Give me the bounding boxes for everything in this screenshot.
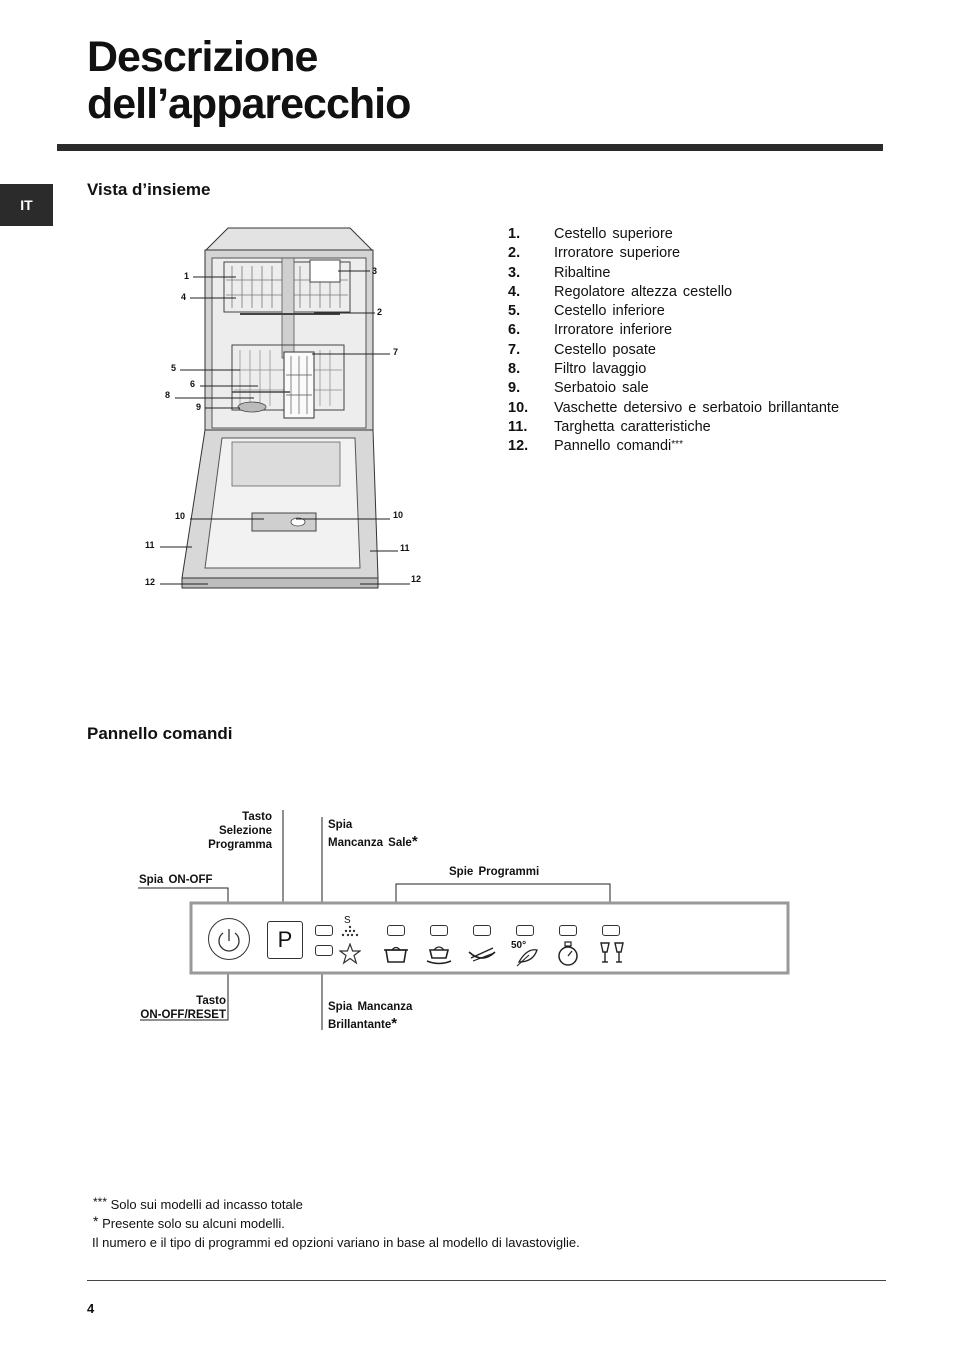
callout-8: 8 xyxy=(165,390,171,400)
timer-icon xyxy=(556,940,580,968)
eco-50-label: 50° xyxy=(511,940,527,951)
callout-9: 9 xyxy=(196,402,202,412)
page-title-line1: Descrizione xyxy=(87,33,318,81)
legend-item: 5. Cestello inferiore xyxy=(508,303,665,320)
rinse-aid-light-label: Spia Mancanza Brillantante* xyxy=(328,1001,413,1032)
callout-6: 6 xyxy=(190,379,196,389)
legend-item: 9. Serbatoio sale xyxy=(508,380,649,397)
callout-10-left: 10 xyxy=(175,511,186,521)
overview-heading: Vista d’insieme xyxy=(87,180,211,199)
legend-item: 11. Targhetta caratteristiche xyxy=(508,418,711,435)
on-off-light-label: Spia ON-OFF xyxy=(139,874,213,886)
callout-7: 7 xyxy=(393,347,399,357)
callout-1: 1 xyxy=(184,271,190,281)
title-rule xyxy=(57,144,883,151)
page-number: 4 xyxy=(87,1301,95,1316)
star-icon xyxy=(339,943,361,965)
footnote: * Presente solo su alcuni modelli. xyxy=(93,1213,285,1231)
legend-item: 4. Regolatore altezza cestello xyxy=(508,283,733,300)
legend-item: 1. Cestello superiore xyxy=(508,226,673,242)
program-button[interactable]: P xyxy=(267,921,303,959)
program-button-label: Tasto Selezione Programma xyxy=(208,811,272,851)
program-light xyxy=(516,925,534,936)
salt-light-label: Spia Mancanza Sale* xyxy=(328,819,418,850)
callout-4: 4 xyxy=(181,292,187,302)
program-light xyxy=(473,925,491,936)
callout-10-right: 10 xyxy=(393,510,404,520)
program-lights-label: Spie Programmi xyxy=(449,866,540,878)
control-panel-heading: Pannello comandi xyxy=(87,724,233,743)
footnotes xyxy=(93,1195,580,1252)
legend-item: 2. Irroratore superiore xyxy=(508,245,681,262)
program-light xyxy=(430,925,448,936)
legend-item: 12. Pannello comandi*** xyxy=(508,438,683,455)
pot-icon xyxy=(382,942,410,966)
salt-icon xyxy=(338,924,362,940)
callout-5: 5 xyxy=(171,363,177,373)
footnote: *** Solo sui modelli ad incasso totale xyxy=(93,1195,303,1212)
legend-item: 8. Filtro lavaggio xyxy=(508,361,647,378)
control-panel-diagram xyxy=(130,800,800,1030)
callout-12-left: 12 xyxy=(145,577,156,587)
rinse-aid-light xyxy=(315,945,333,956)
eco-50-icon xyxy=(513,946,539,968)
callout-11-left: 11 xyxy=(145,540,155,550)
program-light xyxy=(602,925,620,936)
parts-legend xyxy=(508,225,839,457)
program-light xyxy=(387,925,405,936)
salt-light xyxy=(315,925,333,936)
page-title-line2: dell’apparecchio xyxy=(87,80,411,128)
on-off-button-label: Tasto ON-OFF/RESET xyxy=(140,995,226,1021)
legend-item: 3. Ribaltine xyxy=(508,264,611,281)
callout-2: 2 xyxy=(377,307,383,317)
callout-11-right: 11 xyxy=(400,543,410,553)
salt-icon-letter: S xyxy=(344,915,351,926)
plate-icon xyxy=(467,944,497,966)
callout-12-right: 12 xyxy=(411,574,422,584)
power-icon xyxy=(209,919,249,959)
legend-item: 6. Irroratore inferiore xyxy=(508,322,673,339)
language-tab: IT xyxy=(0,184,53,226)
legend-item: 10. Vaschette detersivo e serbatoio brillantante xyxy=(508,399,840,416)
page-title xyxy=(87,34,410,128)
callout-3: 3 xyxy=(372,266,378,276)
footer-rule xyxy=(87,1280,886,1281)
casserole-icon xyxy=(425,940,453,966)
on-off-button[interactable] xyxy=(208,918,250,960)
footnote: Il numero e il tipo di programmi ed opzioni variano in base al modello di lavastoviglie. xyxy=(92,1235,580,1250)
program-light xyxy=(559,925,577,936)
glasses-icon xyxy=(599,940,625,966)
legend-item: 7. Cestello posate xyxy=(508,341,656,358)
